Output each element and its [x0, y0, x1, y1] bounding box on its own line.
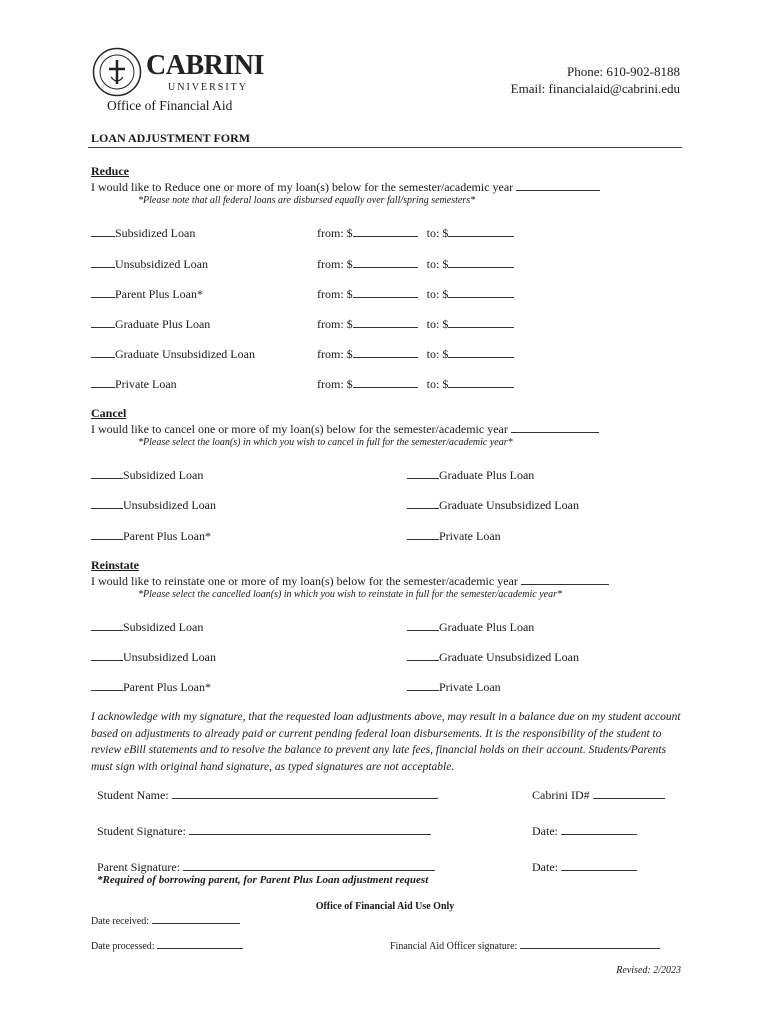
reinstate-row: Private Loan	[407, 679, 501, 695]
reduce-from-field[interactable]	[353, 225, 418, 237]
phone: Phone: 610-902-8188	[566, 64, 680, 79]
form-title: LOAN ADJUSTMENT FORM	[91, 131, 251, 145]
reinstate-row: Parent Plus Loan*	[91, 679, 211, 695]
reduce-check-field[interactable]	[91, 376, 115, 388]
reduce-to-field[interactable]	[448, 316, 514, 328]
reduce-range: from: $ to: $	[317, 376, 514, 392]
reduce-to-field[interactable]	[448, 286, 514, 298]
reduce-from-field[interactable]	[353, 376, 418, 388]
student-signature-line: Student Signature:	[97, 823, 431, 839]
reduce-heading: Reduce	[91, 164, 129, 178]
student-name-line: Student Name:	[97, 787, 438, 803]
cabrini-seal-icon	[92, 47, 142, 97]
reduce-from-field[interactable]	[353, 316, 418, 328]
cancel-row: Graduate Unsubsidized Loan	[407, 497, 579, 513]
reinstate-check-field[interactable]	[407, 679, 439, 691]
cancel-check-field[interactable]	[91, 497, 123, 509]
cabrini-id-field[interactable]	[593, 787, 665, 799]
reduce-from-field[interactable]	[353, 286, 418, 298]
cancel-check-field[interactable]	[407, 528, 439, 540]
officer-signature-line: Financial Aid Officer signature:	[390, 939, 660, 952]
reinstate-row: Unsubsidized Loan	[91, 649, 216, 665]
office-use-title: Office of Financial Aid Use Only	[315, 901, 455, 912]
reinstate-year-field[interactable]	[521, 573, 609, 585]
reduce-to-field[interactable]	[448, 346, 514, 358]
cancel-row: Private Loan	[407, 528, 501, 544]
parent-note: *Required of borrowing parent, for Parent Plus Loan adjustment request	[97, 874, 429, 886]
reduce-row: Subsidized Loan	[91, 225, 195, 241]
reinstate-check-field[interactable]	[91, 679, 123, 691]
parent-signature-line: Parent Signature:	[97, 859, 435, 875]
cancel-note: *Please select the loan(s) in which you wish to cancel in full for the semester/academic year*	[138, 437, 513, 448]
officer-signature-field[interactable]	[520, 939, 660, 949]
reduce-check-field[interactable]	[91, 346, 115, 358]
reduce-range: from: $ to: $	[317, 225, 514, 241]
reinstate-row: Graduate Plus Loan	[407, 619, 534, 635]
cancel-row: Graduate Plus Loan	[407, 467, 534, 483]
parent-date-field[interactable]	[561, 859, 637, 871]
reduce-range: from: $ to: $	[317, 346, 514, 362]
reduce-to-field[interactable]	[448, 256, 514, 268]
cancel-check-field[interactable]	[407, 497, 439, 509]
reinstate-line: I would like to reinstate one or more of my loan(s) below for the semester/academic year	[91, 573, 609, 589]
reinstate-row: Subsidized Loan	[91, 619, 203, 635]
cancel-line: I would like to cancel one or more of my loan(s) below for the semester/academic year	[91, 421, 599, 437]
revised-date: Revised: 2/2023	[616, 965, 681, 976]
parent-signature-field[interactable]	[183, 859, 435, 871]
reduce-range: from: $ to: $	[317, 316, 514, 332]
student-date-field[interactable]	[561, 823, 637, 835]
reinstate-note: *Please select the cancelled loan(s) in which you wish to reinstate in full for the semester/academic year*	[138, 589, 562, 600]
email: Email: financialaid@cabrini.edu	[510, 81, 680, 96]
cabrini-id-line: Cabrini ID#	[532, 787, 665, 803]
date-received-field[interactable]	[152, 914, 240, 924]
reduce-to-field[interactable]	[448, 225, 514, 237]
reduce-year-field[interactable]	[516, 179, 600, 191]
logo-subtitle: UNIVERSITY	[168, 82, 248, 93]
acknowledgement-text: I acknowledge with my signature, that the requested loan adjustments above, may result in a balance due on my student account based on adjustments to already paid or current pending federal loan disbursements. It is the responsibility of the student to review eBill statements and to resolve the balance to prevent any late fees, financial holds on their account. Students/Parents must sign with original hand signature, as typed signatures are not acceptable.	[91, 711, 681, 773]
title-divider	[88, 147, 682, 148]
cancel-row: Subsidized Loan	[91, 467, 203, 483]
office-name: Office of Financial Aid	[107, 98, 233, 113]
reduce-range: from: $ to: $	[317, 256, 514, 272]
reduce-row: Parent Plus Loan*	[91, 286, 203, 302]
cancel-check-field[interactable]	[407, 467, 439, 479]
reinstate-check-field[interactable]	[91, 619, 123, 631]
reinstate-check-field[interactable]	[91, 649, 123, 661]
cancel-year-field[interactable]	[511, 421, 599, 433]
reduce-check-field[interactable]	[91, 225, 115, 237]
student-name-field[interactable]	[172, 787, 438, 799]
parent-date-line: Date:	[532, 859, 637, 875]
date-received-line: Date received:	[91, 914, 240, 927]
cancel-check-field[interactable]	[91, 528, 123, 540]
reduce-check-field[interactable]	[91, 286, 115, 298]
reinstate-row: Graduate Unsubsidized Loan	[407, 649, 579, 665]
student-date-line: Date:	[532, 823, 637, 839]
reduce-from-field[interactable]	[353, 346, 418, 358]
cancel-check-field[interactable]	[91, 467, 123, 479]
reduce-from-field[interactable]	[353, 256, 418, 268]
reduce-range: from: $ to: $	[317, 286, 514, 302]
reduce-row: Graduate Unsubsidized Loan	[91, 346, 255, 362]
date-processed-field[interactable]	[157, 939, 243, 949]
date-processed-line: Date processed:	[91, 939, 243, 952]
reduce-note: *Please note that all federal loans are disbursed equally over fall/spring semesters*	[138, 195, 476, 206]
reduce-row: Graduate Plus Loan	[91, 316, 210, 332]
reduce-check-field[interactable]	[91, 256, 115, 268]
reinstate-check-field[interactable]	[407, 619, 439, 631]
reinstate-check-field[interactable]	[407, 649, 439, 661]
reduce-to-field[interactable]	[448, 376, 514, 388]
logo-wordmark: CABRINI	[146, 50, 264, 81]
reduce-row: Private Loan	[91, 376, 177, 392]
reduce-row: Unsubsidized Loan	[91, 256, 208, 272]
student-signature-field[interactable]	[189, 823, 431, 835]
cancel-row: Unsubsidized Loan	[91, 497, 216, 513]
reduce-line: I would like to Reduce one or more of my loan(s) below for the semester/academic year	[91, 179, 600, 195]
cancel-row: Parent Plus Loan*	[91, 528, 211, 544]
reinstate-heading: Reinstate	[91, 558, 139, 572]
cancel-heading: Cancel	[91, 406, 127, 420]
reduce-check-field[interactable]	[91, 316, 115, 328]
